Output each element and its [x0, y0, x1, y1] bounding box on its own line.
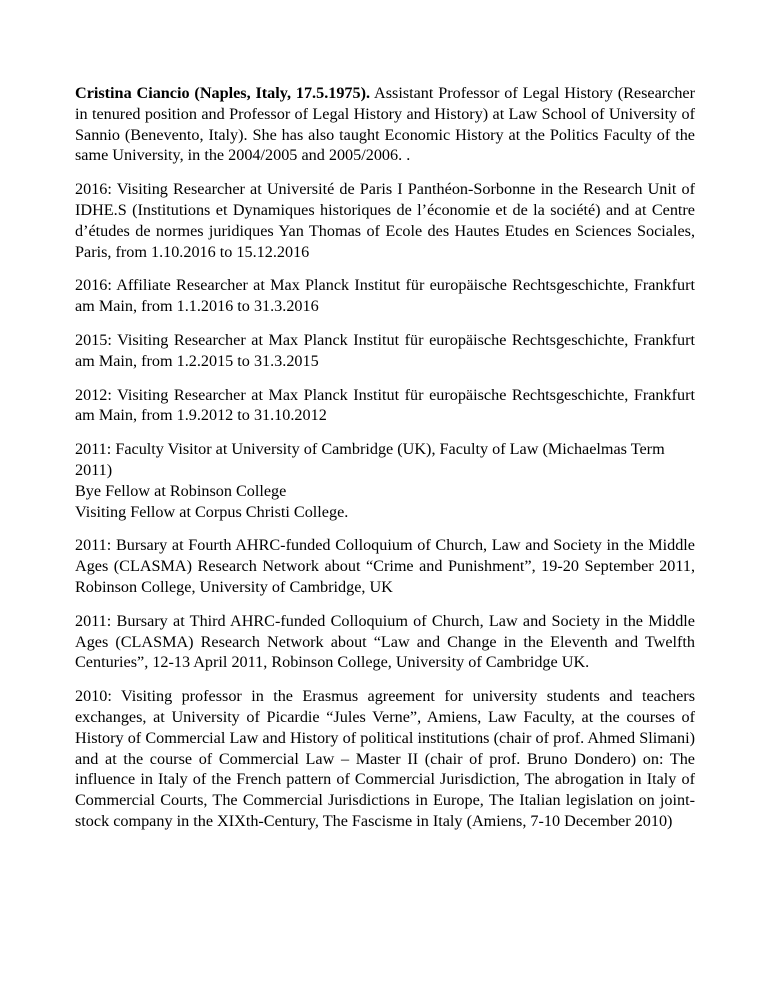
- cambridge-faculty-visitor: 2011: Faculty Visitor at University of Cambridge (UK), Faculty of Law (Michaelmas Term 2011): [75, 440, 665, 479]
- entry-2015-max-planck: 2015: Visiting Researcher at Max Planck Institut für europäische Rechtsgeschichte, Frankfurt am Main, from 1.2.2015 to 31.3.2015: [75, 330, 695, 370]
- entry-2016-max-planck: 2016: Affiliate Researcher at Max Planck Institut für europäische Rechtsgeschichte, Frankfurt am Main, from 1.1.2016 to 31.3.2016: [75, 276, 695, 316]
- entry-2011-clasma-third: 2011: Bursary at Third AHRC-funded Colloquium of Church, Law and Society in the Middle Ages (CLASMA) Research Network about “Law and Change in the Eleventh and Twelfth Centuries”, 12-13 April 2011, Robinson College, University of Cambridge UK.: [75, 611, 695, 672]
- entry-2016-paris: 2016: Visiting Researcher at Université de Paris I Panthéon-Sorbonne in the Research Unit of IDHE.S (Institutions et Dynamiques historiques de l’économie et de la société) and at Centre d’études de normes juridiques Yan Thomas of Ecole des Hautes Etudes en Sciences Sociales, Paris, from 1.10.2016 to 15.12.2016: [75, 180, 695, 261]
- bio-text: Assistant Professor of Legal History (Researcher in tenured position and Professor of Legal History and History) at Law School of University of Sannio (Benevento, Italy). She has also taught Economic History at the Politics Faculty of the same University, in the 2004/2005 and 2005/2006. .: [75, 84, 695, 165]
- bio-name-heading: Cristina Ciancio (Naples, Italy, 17.5.1975).: [75, 84, 371, 102]
- entry-2012-max-planck: 2012: Visiting Researcher at Max Planck Institut für europäische Rechtsgeschichte, Frankfurt am Main, from 1.9.2012 to 31.10.2012: [75, 385, 695, 425]
- entry-2011-cambridge: [75, 439, 695, 522]
- cambridge-bye-fellow: Bye Fellow at Robinson College: [75, 481, 287, 500]
- cambridge-visiting-fellow: Visiting Fellow at Corpus Christi College.: [75, 502, 349, 521]
- entry-2011-clasma-fourth: 2011: Bursary at Fourth AHRC-funded Colloquium of Church, Law and Society in the Middle Ages (CLASMA) Research Network about “Crime and Punishment”, 19-20 September 2011, Robinson College, University of Cambridge, UK: [75, 536, 695, 596]
- document-page: [75, 83, 695, 845]
- bio-paragraph: [75, 83, 695, 166]
- entry-2010-erasmus: 2010: Visiting professor in the Erasmus agreement for university students and teachers exchanges, at University of Picardie “Jules Verne”, Amiens, Law Faculty, at the courses of History of Commercial Law and History of political institutions (chair of prof. Ahmed Slimani) and at the course of Commercial Law – Master II (chair of prof. Bruno Dondero) on: The influence in Italy of the French pattern of Commercial Jurisdiction, The abrogation in Italy of Commercial Courts, The Commercial Jurisdictions in Europe, The Italian legislation on joint-stock company in the XIXth-Century, The Fascisme in Italy (Amiens, 7-10 December 2010): [75, 687, 695, 830]
